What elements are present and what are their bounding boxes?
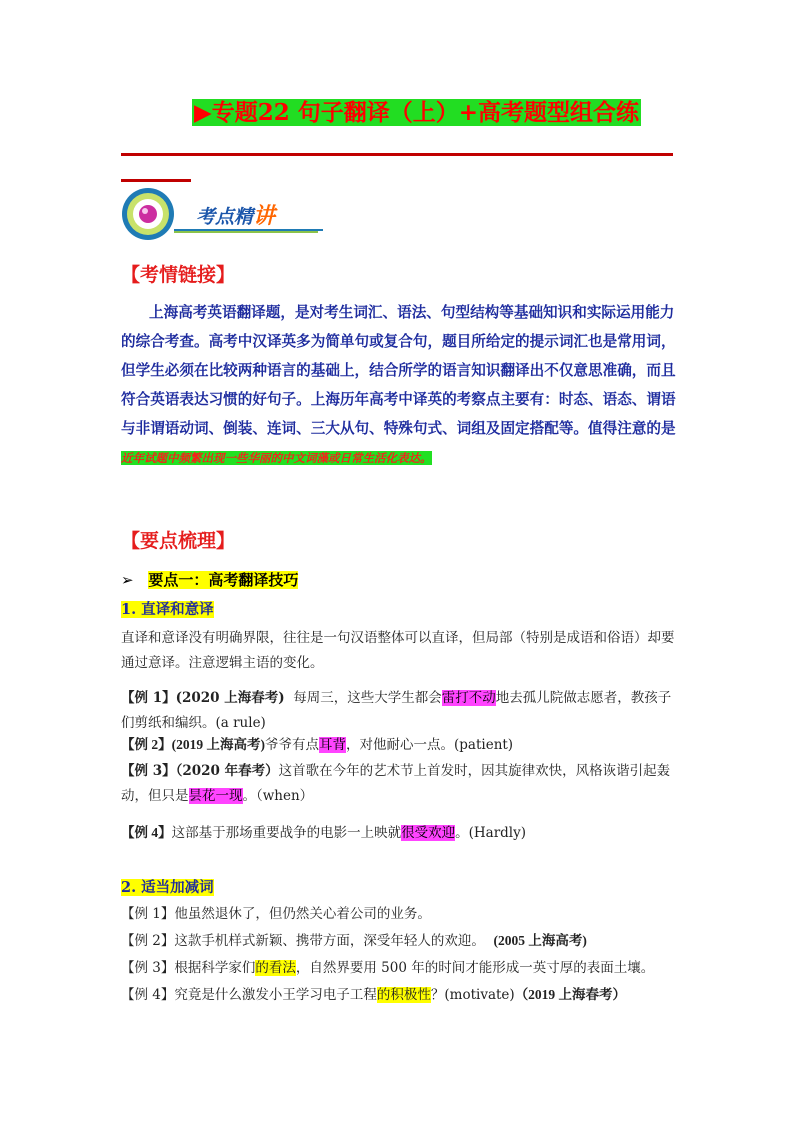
example-3: 【例 3】（2020 年春考）这首歌在今年的艺术节上首发时，因其旋律欢快，风格诙谐引起轰动，但只是昙花一现。（when） <box>121 763 671 804</box>
page-title: ▶专题22 句子翻译（上）+高考题型组合练 <box>194 99 639 126</box>
exam-info-paragraph: 上海高考英语翻译题，是对考生词汇、语法、句型结构等基础知识和实际运用能力的综合考查。高考中汉译英多为简单句或复合句，题目所给定的提示词汇也是常用词，但学生必须在比较两种语言的基础上，结合所学的语言知识翻译出不仅意思准确，而且符合英语表达习惯的好句子。上海历年高考中译英的考察点主要有：时态、语态、谓语与非谓语动词、倒装、连词、三大从句、特殊句式、词组及固定搭配等。值得注意的是近年试题中频繁出现一些华丽的中文词藻或日常生活化表达。 <box>121 304 676 465</box>
section-heading-key-points: 【要点梳理】 <box>121 530 236 552</box>
key-point-bullet: ➢ 要点一：高考翻译技巧 <box>121 571 299 589</box>
example-2-4: 【例 4】究竟是什么激发小王学习电子工程的积极性？(motivate)（2019 上海春考） <box>121 987 627 1003</box>
example-4: 【例 4】这部基于那场重要战争的电影一上映就很受欢迎。(Hardly) <box>121 825 527 841</box>
section-heading-exam-info: 【考情链接】 <box>121 264 236 286</box>
subheading-literal-free: 1. 直译和意译 <box>121 601 214 618</box>
example-1: 【例 1】(2020 上海春考) 每周三，这些大学生都会雷打不动地去孤儿院做志愿者，教孩子们剪纸和编织。(a rule) <box>121 690 672 731</box>
example-2: 【例 2】(2019 上海高考)爷爷有点耳背，对他耐心一点。(patient) <box>121 737 514 753</box>
arrow-bullet-icon: ➢ <box>121 571 134 589</box>
highlight-note: 近年试题中频繁出现一些华丽的中文词藻或日常生活化表达。 <box>121 451 432 465</box>
subheading-add-remove-words: 2. 适当加减词 <box>121 879 214 896</box>
example-2-2: 【例 2】这款手机样式新颖、携带方面，深受年轻人的欢迎。 (2005 上海高考) <box>121 933 587 949</box>
title-rule <box>121 153 673 156</box>
example-2-3: 【例 3】根据科学家们的看法，自然界要用 500 年的时间才能形成一英寸厚的表面土壤。 <box>121 960 655 976</box>
example-2-1: 【例 1】他虽然退休了，但仍然关心着公司的业务。 <box>121 906 431 922</box>
literal-free-intro: 直译和意译没有明确界限，往往是一句汉语整体可以直译，但局部（特别是成语和俗语）却要通过意译。注意逻辑主语的变化。 <box>121 630 675 671</box>
title-rule-short <box>121 179 191 182</box>
badge-title: 考点精讲 <box>196 203 276 229</box>
